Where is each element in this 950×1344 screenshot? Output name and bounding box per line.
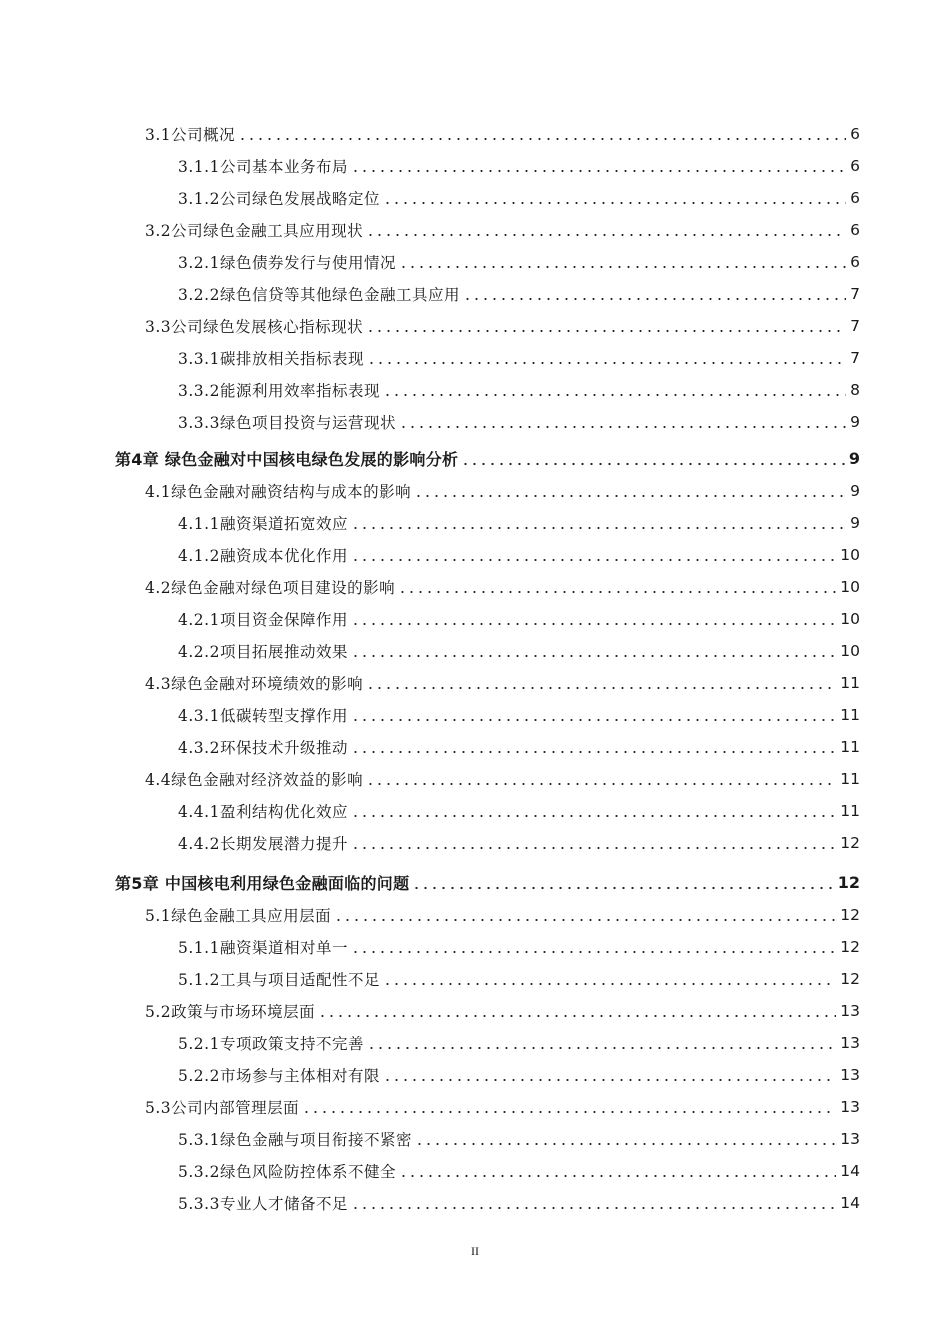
toc-entry-title: 3.3.3绿色项目投资与运营现状: [178, 414, 396, 432]
toc-entry[interactable]: [0, 118, 950, 150]
toc-entry[interactable]: [0, 182, 950, 214]
table-of-contents: [0, 118, 950, 1219]
toc-entry-title: 5.3.3专业人才储备不足: [178, 1195, 348, 1213]
toc-chapter-title: 第4章 绿色金融对中国核电绿色发展的影响分析: [115, 450, 459, 469]
toc-entry-title: 4.3.2环保技术升级推动: [178, 739, 348, 757]
toc-entry-page: 7: [850, 317, 860, 335]
toc-entry-page: 11: [840, 706, 860, 724]
toc-entry[interactable]: [0, 731, 950, 763]
toc-chapter-entry[interactable]: [0, 866, 950, 899]
dot-leader: [351, 518, 846, 530]
toc-entry-page: 6: [850, 157, 860, 175]
toc-entry-page: 10: [840, 578, 860, 596]
toc-entry-page: 9: [850, 514, 860, 532]
toc-entry-page: 11: [840, 674, 860, 692]
toc-entry-page: 13: [840, 1130, 860, 1148]
toc-entry-title: 4.2绿色金融对绿色项目建设的影响: [145, 579, 396, 597]
toc-entry-title: 4.1绿色金融对融资结构与成本的影响: [145, 483, 412, 501]
toc-entry-title: 4.1.2融资成本优化作用: [178, 547, 348, 565]
toc-entry-page: 7: [850, 285, 860, 303]
dot-leader: [414, 486, 846, 498]
toc-entry[interactable]: [0, 1123, 950, 1155]
toc-entry[interactable]: [0, 310, 950, 342]
dot-leader: [351, 742, 836, 754]
dot-leader: [383, 193, 846, 205]
toc-entry[interactable]: [0, 795, 950, 827]
toc-entry-title: 3.2.2绿色信贷等其他绿色金融工具应用: [178, 286, 460, 304]
dot-leader: [351, 942, 836, 954]
toc-entry-title: 5.2.2市场参与主体相对有限: [178, 1067, 380, 1085]
toc-entry-title: 4.1.1融资渠道拓宽效应: [178, 515, 348, 533]
toc-entry-title: 4.2.1项目资金保障作用: [178, 611, 348, 629]
toc-entry-page: 10: [840, 610, 860, 628]
toc-entry-title: 4.4绿色金融对经济效益的影响: [145, 771, 364, 789]
toc-entry-page: 13: [840, 1066, 860, 1084]
toc-entry[interactable]: [0, 667, 950, 699]
toc-entry[interactable]: [0, 1187, 950, 1219]
dot-leader: [463, 289, 846, 301]
toc-entry[interactable]: [0, 374, 950, 406]
toc-entry-page: 14: [840, 1162, 860, 1180]
dot-leader: [351, 1198, 836, 1210]
toc-entry[interactable]: [0, 507, 950, 539]
dot-leader: [412, 878, 833, 890]
toc-entry[interactable]: [0, 963, 950, 995]
toc-entry-title: 3.1公司概况: [145, 126, 236, 144]
dot-leader: [415, 1134, 836, 1146]
toc-entry-page: 13: [840, 1034, 860, 1052]
toc-entry-title: 4.4.1盈利结构优化效应: [178, 803, 348, 821]
toc-entry-title: 3.2公司绿色金融工具应用现状: [145, 222, 364, 240]
toc-entry-page: 6: [850, 189, 860, 207]
toc-entry[interactable]: [0, 603, 950, 635]
dot-leader: [399, 1166, 836, 1178]
dot-leader: [399, 417, 846, 429]
toc-entry-page: 12: [840, 906, 860, 924]
dot-leader: [367, 1038, 836, 1050]
toc-chapter-page: 9: [848, 449, 860, 468]
toc-entry[interactable]: [0, 539, 950, 571]
page-number-footer: II: [471, 1244, 479, 1258]
toc-entry-page: 12: [840, 938, 860, 956]
toc-entry[interactable]: [0, 763, 950, 795]
dot-leader: [302, 1102, 836, 1114]
dot-leader: [366, 225, 846, 237]
toc-entry-page: 6: [850, 253, 860, 271]
dot-leader: [238, 129, 846, 141]
toc-entry-title: 3.2.1绿色债券发行与使用情况: [178, 254, 396, 272]
toc-chapter-entry[interactable]: [0, 442, 950, 475]
toc-entry-page: 6: [850, 125, 860, 143]
toc-entry-title: 5.2政策与市场环境层面: [145, 1003, 316, 1021]
toc-entry[interactable]: [0, 214, 950, 246]
toc-entry-page: 10: [840, 642, 860, 660]
dot-leader: [367, 353, 846, 365]
toc-entry-page: 11: [840, 802, 860, 820]
toc-entry-page: 14: [840, 1194, 860, 1212]
toc-entry-title: 5.1.2工具与项目适配性不足: [178, 971, 380, 989]
toc-entry-title: 3.1.2公司绿色发展战略定位: [178, 190, 380, 208]
toc-entry-page: 7: [850, 349, 860, 367]
toc-entry-title: 5.1绿色金融工具应用层面: [145, 907, 332, 925]
toc-entry[interactable]: [0, 827, 950, 859]
toc-entry-title: 3.3公司绿色发展核心指标现状: [145, 318, 364, 336]
toc-entry[interactable]: [0, 1091, 950, 1123]
dot-leader: [366, 321, 846, 333]
toc-entry[interactable]: [0, 931, 950, 963]
toc-entry-page: 8: [850, 381, 860, 399]
toc-entry[interactable]: [0, 150, 950, 182]
toc-entry[interactable]: [0, 406, 950, 438]
dot-leader: [351, 838, 836, 850]
toc-entry-page: 11: [840, 738, 860, 756]
toc-entry-title: 5.3公司内部管理层面: [145, 1099, 300, 1117]
toc-entry[interactable]: [0, 1155, 950, 1187]
toc-entry-page: 12: [840, 834, 860, 852]
toc-chapter-title: 第5章 中国核电利用绿色金融面临的问题: [115, 874, 410, 893]
dot-leader: [366, 678, 836, 690]
toc-entry-title: 5.2.1专项政策支持不完善: [178, 1035, 364, 1053]
toc-entry[interactable]: [0, 635, 950, 667]
toc-entry[interactable]: [0, 899, 950, 931]
toc-entry[interactable]: [0, 1027, 950, 1059]
toc-entry-title: 5.1.1融资渠道相对单一: [178, 939, 348, 957]
dot-leader: [351, 550, 836, 562]
toc-entry-title: 3.3.1碳排放相关指标表现: [178, 350, 364, 368]
dot-leader: [351, 614, 836, 626]
toc-entry[interactable]: [0, 571, 950, 603]
toc-entry[interactable]: [0, 475, 950, 507]
toc-entry-page: 9: [850, 482, 860, 500]
toc-entry[interactable]: [0, 342, 950, 374]
toc-entry[interactable]: [0, 246, 950, 278]
dot-leader: [351, 161, 846, 173]
toc-entry[interactable]: [0, 995, 950, 1027]
toc-entry-title: 4.3绿色金融对环境绩效的影响: [145, 675, 364, 693]
dot-leader: [351, 806, 836, 818]
toc-entry[interactable]: [0, 278, 950, 310]
toc-entry-title: 5.3.1绿色金融与项目衔接不紧密: [178, 1131, 412, 1149]
toc-entry[interactable]: [0, 1059, 950, 1091]
toc-entry-page: 13: [840, 1002, 860, 1020]
dot-leader: [351, 710, 836, 722]
toc-entry[interactable]: [0, 699, 950, 731]
toc-chapter-page: 12: [837, 873, 860, 892]
toc-entry-title: 4.3.1低碳转型支撑作用: [178, 707, 348, 725]
toc-entry-page: 6: [850, 221, 860, 239]
dot-leader: [366, 774, 836, 786]
dot-leader: [351, 646, 836, 658]
dot-leader: [398, 582, 836, 594]
toc-entry-page: 10: [840, 546, 860, 564]
toc-entry-title: 5.3.2绿色风险防控体系不健全: [178, 1163, 396, 1181]
dot-leader: [318, 1006, 836, 1018]
dot-leader: [383, 1070, 836, 1082]
toc-entry-title: 3.3.2能源利用效率指标表现: [178, 382, 380, 400]
toc-entry-page: 12: [840, 970, 860, 988]
toc-entry-title: 4.2.2项目拓展推动效果: [178, 643, 348, 661]
dot-leader: [383, 385, 846, 397]
toc-entry-title: 3.1.1公司基本业务布局: [178, 158, 348, 176]
toc-entry-page: 13: [840, 1098, 860, 1116]
toc-entry-page: 11: [840, 770, 860, 788]
toc-entry-title: 4.4.2长期发展潜力提升: [178, 835, 348, 853]
dot-leader: [334, 910, 836, 922]
toc-entry-page: 9: [850, 413, 860, 431]
dot-leader: [461, 454, 845, 466]
dot-leader: [399, 257, 846, 269]
dot-leader: [383, 974, 836, 986]
